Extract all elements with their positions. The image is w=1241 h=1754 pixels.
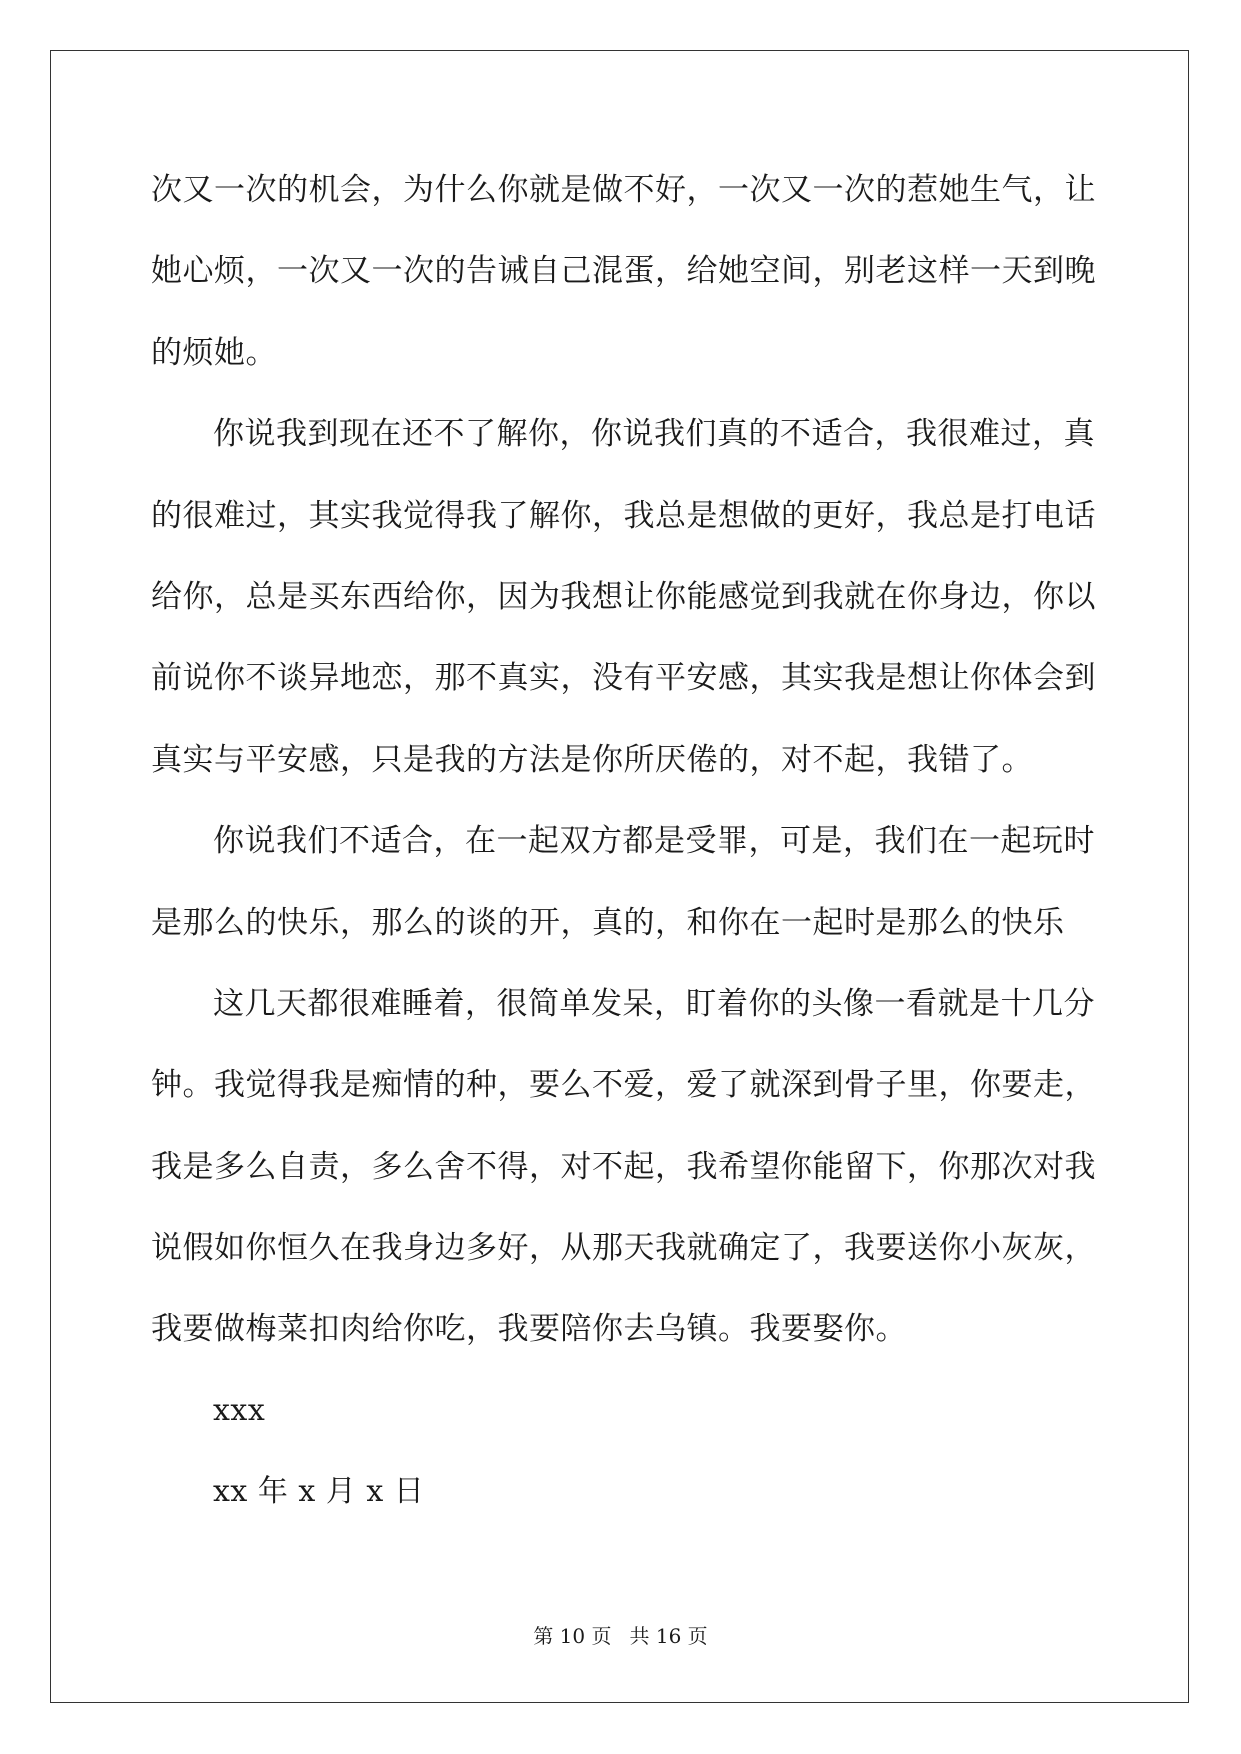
page-footer: [0, 1620, 1241, 1649]
paragraph-first-line: 你说我到现在还不了解你，你说我们真的不适合，我很难过，真: [213, 416, 1095, 453]
total-pages: 共 16 页: [629, 1624, 708, 1648]
text-line: 我是多么自责，多么舍不得，对不起，我希望你能留下，你那次对我: [151, 1148, 1096, 1185]
text-line: 真实与平安感，只是我的方法是你所厌倦的，对不起，我错了。: [151, 741, 1033, 778]
letter-body: [151, 160, 1096, 1544]
signature: xxx: [213, 1392, 266, 1428]
paragraph-first-line: 这几天都很难睡着，很简单发呆，盯着你的头像一看就是十几分: [213, 985, 1095, 1022]
letter-date: xx 年 x 月 x 日: [213, 1474, 425, 1510]
current-page-number: 第 10 页: [533, 1624, 612, 1648]
text-line: 钟。我觉得我是痴情的种，要么不爱，爱了就深到骨子里，你要走，: [151, 1067, 1096, 1104]
text-line: 给你，总是买东西给你，因为我想让你能感觉到我就在你身边，你以: [151, 578, 1096, 615]
text-line: 次又一次的机会，为什么你就是做不好，一次又一次的惹她生气，让: [151, 172, 1096, 208]
text-line: 是那么的快乐，那么的谈的开，真的，和你在一起时是那么的快乐: [151, 904, 1065, 941]
text-line: 说假如你恒久在我身边多好，从那天我就确定了，我要送你小灰灰，: [151, 1230, 1096, 1267]
text-line: 她心烦，一次又一次的告诫自己混蛋，给她空间，别老这样一天到晚: [151, 253, 1096, 290]
text-line: 我要做梅菜扣肉给你吃，我要陪你去乌镇。我要娶你。: [151, 1311, 907, 1348]
text-line: 前说你不谈异地恋，那不真实，没有平安感，其实我是想让你体会到: [151, 660, 1096, 697]
text-line: 的烦她。: [151, 334, 277, 371]
text-line: 的很难过，其实我觉得我了解你，我总是想做的更好，我总是打电话: [151, 497, 1096, 534]
paragraph-first-line: 你说我们不适合，在一起双方都是受罪，可是，我们在一起玩时: [213, 823, 1095, 860]
